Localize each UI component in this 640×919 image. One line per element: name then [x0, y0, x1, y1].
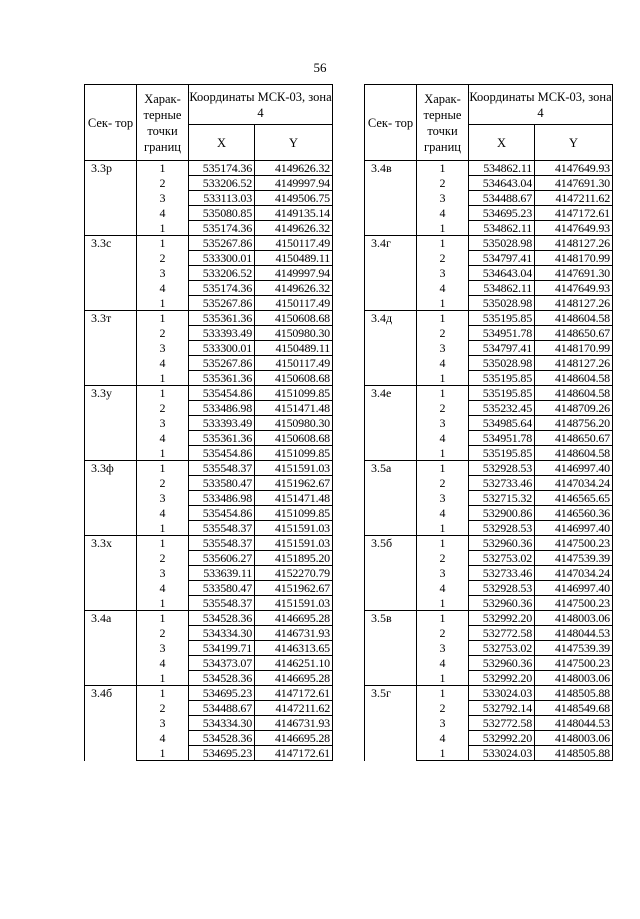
point-cell: 4 [137, 281, 189, 296]
y-cell: 4150489.11 [255, 341, 333, 356]
y-cell: 4147211.62 [255, 701, 333, 716]
sector-cell: 3.4б [85, 686, 137, 761]
sector-cell: 3.3х [85, 536, 137, 611]
x-cell: 534862.11 [469, 281, 535, 296]
header-x: X [469, 125, 535, 161]
x-cell: 535361.36 [189, 371, 255, 386]
point-cell: 4 [417, 656, 469, 671]
point-cell: 3 [417, 266, 469, 281]
point-cell: 3 [137, 566, 189, 581]
y-cell: 4147539.39 [535, 641, 613, 656]
point-cell: 2 [137, 701, 189, 716]
point-cell: 3 [137, 266, 189, 281]
y-cell: 4150980.30 [255, 326, 333, 341]
x-cell: 535454.86 [189, 386, 255, 401]
x-cell: 534643.04 [469, 266, 535, 281]
x-cell: 534797.41 [469, 341, 535, 356]
point-cell: 3 [137, 491, 189, 506]
x-cell: 535548.37 [189, 596, 255, 611]
y-cell: 4146997.40 [535, 521, 613, 536]
coordinates-table-left [84, 84, 333, 761]
point-cell: 1 [417, 536, 469, 551]
table-row [365, 161, 613, 176]
table-row [85, 686, 333, 701]
point-cell: 3 [417, 191, 469, 206]
x-cell: 534985.64 [469, 416, 535, 431]
x-cell: 535080.85 [189, 206, 255, 221]
table-row [85, 461, 333, 476]
y-cell: 4151099.85 [255, 506, 333, 521]
x-cell: 534528.36 [189, 731, 255, 746]
y-cell: 4148604.58 [535, 311, 613, 326]
y-cell: 4148604.58 [535, 371, 613, 386]
x-cell: 532733.46 [469, 476, 535, 491]
y-cell: 4151591.03 [255, 461, 333, 476]
x-cell: 535028.98 [469, 356, 535, 371]
x-cell: 535174.36 [189, 221, 255, 236]
y-cell: 4148709.26 [535, 401, 613, 416]
header-sector: Сек- тор [85, 85, 137, 161]
point-cell: 1 [137, 671, 189, 686]
point-cell: 3 [417, 566, 469, 581]
header-points: Харак- терные точки границ [137, 85, 189, 161]
x-cell: 532960.36 [469, 656, 535, 671]
y-cell: 4150608.68 [255, 371, 333, 386]
x-cell: 533300.01 [189, 251, 255, 266]
point-cell: 1 [417, 596, 469, 611]
x-cell: 535267.86 [189, 356, 255, 371]
y-cell: 4147172.61 [255, 686, 333, 701]
x-cell: 535267.86 [189, 296, 255, 311]
point-cell: 2 [137, 326, 189, 341]
point-cell: 2 [417, 551, 469, 566]
coordinates-table-right [364, 84, 613, 761]
point-cell: 1 [137, 746, 189, 761]
point-cell: 4 [417, 431, 469, 446]
point-cell: 2 [417, 476, 469, 491]
header-points: Харак- терные точки границ [417, 85, 469, 161]
point-cell: 3 [417, 641, 469, 656]
x-cell: 534695.23 [189, 686, 255, 701]
y-cell: 4150608.68 [255, 311, 333, 326]
x-cell: 535548.37 [189, 461, 255, 476]
point-cell: 4 [137, 431, 189, 446]
x-cell: 535267.86 [189, 236, 255, 251]
y-cell: 4148170.99 [535, 341, 613, 356]
point-cell: 1 [417, 461, 469, 476]
x-cell: 533300.01 [189, 341, 255, 356]
sector-cell: 3.3р [85, 161, 137, 236]
point-cell: 3 [417, 716, 469, 731]
y-cell: 4151591.03 [255, 596, 333, 611]
table-row [85, 611, 333, 626]
point-cell: 1 [417, 296, 469, 311]
y-cell: 4147500.23 [535, 596, 613, 611]
y-cell: 4150117.49 [255, 236, 333, 251]
point-cell: 4 [417, 356, 469, 371]
x-cell: 532772.58 [469, 626, 535, 641]
y-cell: 4148003.06 [535, 611, 613, 626]
x-cell: 534199.71 [189, 641, 255, 656]
point-cell: 1 [417, 386, 469, 401]
y-cell: 4146695.28 [255, 671, 333, 686]
table-row [365, 311, 613, 326]
x-cell: 533580.47 [189, 476, 255, 491]
y-cell: 4148505.88 [535, 746, 613, 761]
y-cell: 4151471.48 [255, 401, 333, 416]
point-cell: 4 [417, 281, 469, 296]
sector-cell: 3.5б [365, 536, 417, 611]
x-cell: 534334.30 [189, 716, 255, 731]
y-cell: 4148650.67 [535, 431, 613, 446]
x-cell: 532960.36 [469, 536, 535, 551]
y-cell: 4150489.11 [255, 251, 333, 266]
y-cell: 4150608.68 [255, 431, 333, 446]
point-cell: 1 [137, 371, 189, 386]
point-cell: 3 [137, 716, 189, 731]
table-row [365, 536, 613, 551]
x-cell: 533486.98 [189, 491, 255, 506]
header-coords: Координаты МСК-03, зона 4 [469, 85, 613, 125]
point-cell: 3 [417, 341, 469, 356]
x-cell: 532992.20 [469, 671, 535, 686]
sector-cell: 3.5в [365, 611, 417, 686]
table-row [365, 236, 613, 251]
point-cell: 1 [137, 686, 189, 701]
point-cell: 2 [417, 176, 469, 191]
y-cell: 4148756.20 [535, 416, 613, 431]
x-cell: 534643.04 [469, 176, 535, 191]
y-cell: 4146695.28 [255, 731, 333, 746]
y-cell: 4152270.79 [255, 566, 333, 581]
point-cell: 1 [417, 161, 469, 176]
x-cell: 535361.36 [189, 311, 255, 326]
table-row [85, 236, 333, 251]
x-cell: 533206.52 [189, 176, 255, 191]
x-cell: 535195.85 [469, 386, 535, 401]
point-cell: 1 [137, 236, 189, 251]
header-y: Y [255, 125, 333, 161]
sector-cell: 3.3ф [85, 461, 137, 536]
table-row [85, 386, 333, 401]
point-cell: 4 [137, 581, 189, 596]
y-cell: 4148003.06 [535, 671, 613, 686]
x-cell: 534695.23 [189, 746, 255, 761]
point-cell: 1 [417, 671, 469, 686]
y-cell: 4147172.61 [535, 206, 613, 221]
point-cell: 1 [417, 746, 469, 761]
point-cell: 2 [417, 701, 469, 716]
x-cell: 534951.78 [469, 431, 535, 446]
sector-cell: 3.3т [85, 311, 137, 386]
point-cell: 2 [417, 626, 469, 641]
point-cell: 3 [137, 641, 189, 656]
y-cell: 4146731.93 [255, 626, 333, 641]
y-cell: 4148170.99 [535, 251, 613, 266]
point-cell: 1 [417, 446, 469, 461]
point-cell: 1 [137, 521, 189, 536]
x-cell: 535174.36 [189, 281, 255, 296]
point-cell: 4 [137, 731, 189, 746]
y-cell: 4147649.93 [535, 161, 613, 176]
header-coords: Координаты МСК-03, зона 4 [189, 85, 333, 125]
x-cell: 534488.67 [189, 701, 255, 716]
point-cell: 1 [417, 221, 469, 236]
y-cell: 4151591.03 [255, 536, 333, 551]
x-cell: 534488.67 [469, 191, 535, 206]
y-cell: 4151591.03 [255, 521, 333, 536]
y-cell: 4146251.10 [255, 656, 333, 671]
point-cell: 1 [417, 686, 469, 701]
point-cell: 1 [137, 461, 189, 476]
x-cell: 532772.58 [469, 716, 535, 731]
point-cell: 1 [417, 311, 469, 326]
y-cell: 4146565.65 [535, 491, 613, 506]
sector-cell: 3.4а [85, 611, 137, 686]
x-cell: 535454.86 [189, 506, 255, 521]
point-cell: 4 [417, 731, 469, 746]
y-cell: 4146313.65 [255, 641, 333, 656]
x-cell: 535195.85 [469, 371, 535, 386]
table-row [365, 386, 613, 401]
table-body-left [85, 161, 333, 761]
x-cell: 534695.23 [469, 206, 535, 221]
x-cell: 534862.11 [469, 221, 535, 236]
x-cell: 533393.49 [189, 326, 255, 341]
point-cell: 1 [137, 386, 189, 401]
x-cell: 534373.07 [189, 656, 255, 671]
y-cell: 4148650.67 [535, 326, 613, 341]
header-sector: Сек- тор [365, 85, 417, 161]
y-cell: 4150980.30 [255, 416, 333, 431]
point-cell: 1 [137, 221, 189, 236]
x-cell: 532715.32 [469, 491, 535, 506]
x-cell: 533024.03 [469, 686, 535, 701]
y-cell: 4147649.93 [535, 221, 613, 236]
x-cell: 535548.37 [189, 521, 255, 536]
x-cell: 535232.45 [469, 401, 535, 416]
y-cell: 4151962.67 [255, 581, 333, 596]
x-cell: 535606.27 [189, 551, 255, 566]
x-cell: 534862.11 [469, 161, 535, 176]
table-row [365, 611, 613, 626]
page-number: 56 [313, 60, 327, 75]
x-cell: 535548.37 [189, 536, 255, 551]
point-cell: 1 [137, 311, 189, 326]
x-cell: 534528.36 [189, 611, 255, 626]
y-cell: 4151962.67 [255, 476, 333, 491]
y-cell: 4148127.26 [535, 236, 613, 251]
x-cell: 533393.49 [189, 416, 255, 431]
point-cell: 4 [137, 656, 189, 671]
point-cell: 4 [137, 506, 189, 521]
point-cell: 1 [417, 521, 469, 536]
x-cell: 535361.36 [189, 431, 255, 446]
point-cell: 4 [137, 356, 189, 371]
table-row [85, 536, 333, 551]
x-cell: 532733.46 [469, 566, 535, 581]
sector-cell: 3.4г [365, 236, 417, 311]
x-cell: 535195.85 [469, 446, 535, 461]
y-cell: 4148127.26 [535, 356, 613, 371]
x-cell: 535028.98 [469, 236, 535, 251]
x-cell: 533486.98 [189, 401, 255, 416]
x-cell: 535454.86 [189, 446, 255, 461]
table-row [365, 686, 613, 701]
y-cell: 4148549.68 [535, 701, 613, 716]
point-cell: 3 [137, 191, 189, 206]
point-cell: 1 [417, 371, 469, 386]
y-cell: 4149626.32 [255, 161, 333, 176]
sector-cell: 3.4в [365, 161, 417, 236]
y-cell: 4146560.36 [535, 506, 613, 521]
point-cell: 2 [137, 626, 189, 641]
sector-cell: 3.3с [85, 236, 137, 311]
x-cell: 533206.52 [189, 266, 255, 281]
sector-cell: 3.5а [365, 461, 417, 536]
point-cell: 1 [417, 236, 469, 251]
sector-cell: 3.3у [85, 386, 137, 461]
sector-cell: 3.5г [365, 686, 417, 761]
sector-cell: 3.4д [365, 311, 417, 386]
point-cell: 1 [417, 611, 469, 626]
x-cell: 532992.20 [469, 611, 535, 626]
point-cell: 2 [417, 326, 469, 341]
y-cell: 4149626.32 [255, 221, 333, 236]
y-cell: 4148044.53 [535, 716, 613, 731]
x-cell: 532753.02 [469, 551, 535, 566]
header-x: X [189, 125, 255, 161]
y-cell: 4147034.24 [535, 476, 613, 491]
y-cell: 4151895.20 [255, 551, 333, 566]
x-cell: 532928.53 [469, 521, 535, 536]
x-cell: 535028.98 [469, 296, 535, 311]
y-cell: 4151099.85 [255, 386, 333, 401]
y-cell: 4146731.93 [255, 716, 333, 731]
y-cell: 4149997.94 [255, 176, 333, 191]
point-cell: 1 [137, 446, 189, 461]
point-cell: 2 [137, 401, 189, 416]
y-cell: 4148604.58 [535, 386, 613, 401]
point-cell: 2 [137, 551, 189, 566]
y-cell: 4147539.39 [535, 551, 613, 566]
y-cell: 4147500.23 [535, 656, 613, 671]
y-cell: 4146997.40 [535, 581, 613, 596]
point-cell: 3 [417, 416, 469, 431]
y-cell: 4150117.49 [255, 296, 333, 311]
x-cell: 532753.02 [469, 641, 535, 656]
x-cell: 534951.78 [469, 326, 535, 341]
point-cell: 4 [417, 581, 469, 596]
table-row [85, 311, 333, 326]
y-cell: 4148604.58 [535, 446, 613, 461]
x-cell: 534334.30 [189, 626, 255, 641]
y-cell: 4147172.61 [255, 746, 333, 761]
point-cell: 2 [417, 251, 469, 266]
y-cell: 4146997.40 [535, 461, 613, 476]
y-cell: 4147211.62 [535, 191, 613, 206]
x-cell: 532992.20 [469, 731, 535, 746]
x-cell: 532928.53 [469, 581, 535, 596]
y-cell: 4149506.75 [255, 191, 333, 206]
sector-cell: 3.4е [365, 386, 417, 461]
point-cell: 4 [417, 206, 469, 221]
x-cell: 532792.14 [469, 701, 535, 716]
y-cell: 4151471.48 [255, 491, 333, 506]
y-cell: 4150117.49 [255, 356, 333, 371]
point-cell: 2 [137, 176, 189, 191]
header-y: Y [535, 125, 613, 161]
x-cell: 534797.41 [469, 251, 535, 266]
x-cell: 534528.36 [189, 671, 255, 686]
x-cell: 535195.85 [469, 311, 535, 326]
point-cell: 2 [417, 401, 469, 416]
point-cell: 1 [137, 536, 189, 551]
y-cell: 4147649.93 [535, 281, 613, 296]
y-cell: 4147034.24 [535, 566, 613, 581]
point-cell: 1 [137, 161, 189, 176]
point-cell: 1 [137, 296, 189, 311]
point-cell: 3 [137, 416, 189, 431]
y-cell: 4151099.85 [255, 446, 333, 461]
y-cell: 4148505.88 [535, 686, 613, 701]
point-cell: 2 [137, 476, 189, 491]
table-row [365, 461, 613, 476]
x-cell: 533580.47 [189, 581, 255, 596]
point-cell: 4 [137, 206, 189, 221]
y-cell: 4148044.53 [535, 626, 613, 641]
point-cell: 1 [137, 611, 189, 626]
x-cell: 532960.36 [469, 596, 535, 611]
point-cell: 4 [417, 506, 469, 521]
y-cell: 4147500.23 [535, 536, 613, 551]
y-cell: 4149626.32 [255, 281, 333, 296]
y-cell: 4147691.30 [535, 176, 613, 191]
x-cell: 535174.36 [189, 161, 255, 176]
x-cell: 532928.53 [469, 461, 535, 476]
y-cell: 4148003.06 [535, 731, 613, 746]
point-cell: 3 [417, 491, 469, 506]
x-cell: 533639.11 [189, 566, 255, 581]
y-cell: 4149997.94 [255, 266, 333, 281]
point-cell: 1 [137, 596, 189, 611]
y-cell: 4146695.28 [255, 611, 333, 626]
x-cell: 532900.86 [469, 506, 535, 521]
y-cell: 4149135.14 [255, 206, 333, 221]
x-cell: 533113.03 [189, 191, 255, 206]
point-cell: 2 [137, 251, 189, 266]
x-cell: 533024.03 [469, 746, 535, 761]
y-cell: 4147691.30 [535, 266, 613, 281]
y-cell: 4148127.26 [535, 296, 613, 311]
table-body-right [365, 161, 613, 761]
table-row [85, 161, 333, 176]
point-cell: 3 [137, 341, 189, 356]
